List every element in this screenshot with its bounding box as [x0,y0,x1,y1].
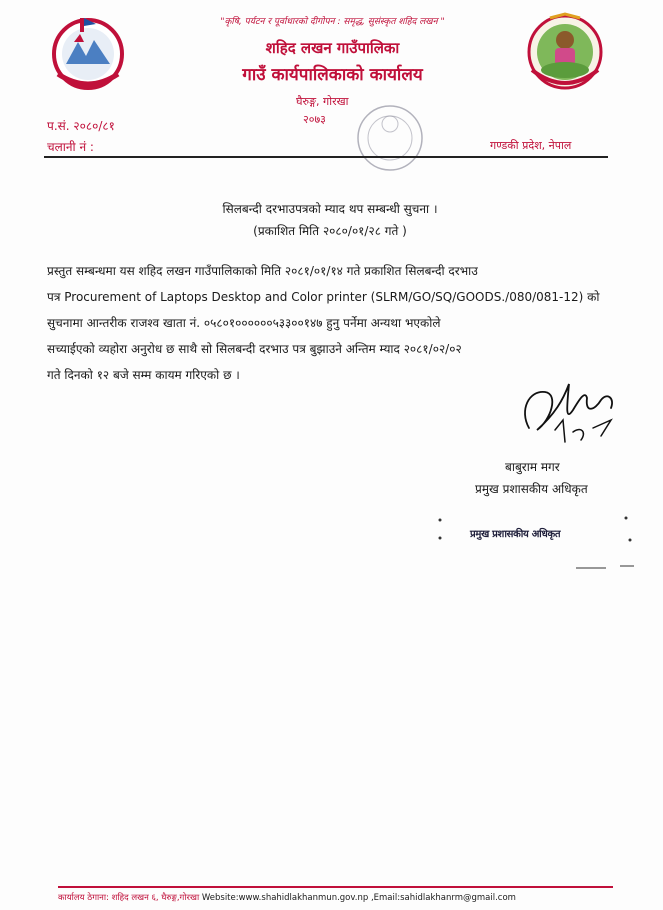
municipality-name: शहिद लखन गाउँपालिका [265,39,400,57]
footer-address: कार्यालय ठेगाना: शहिद लखन ६, घैरुङ्ग,गोरखा [58,893,200,903]
official-stamp-text: प्रमुख प्रशासकीय अधिकृत [470,529,561,540]
body-line: प्रस्तुत सम्बन्धमा यस शहिद लखन गाउँपालिकाको मिति २०८१/०१/१४ गते प्रकाशित सिलबन्दी दरभाउ [47,264,478,278]
notice-body [47,258,613,388]
motto: "कृषि, पर्यटन र पूर्वाधारको दीगोपन : समृद्ध, सुसंस्कृत शहिद लखन " [220,17,445,27]
footer-divider [58,886,613,888]
province-address: गण्डकी प्रदेश, नेपाल [490,139,572,152]
handwritten-signature [515,370,630,450]
notice-subject: सिलबन्दी दरभाउपत्रको म्याद थप सम्बन्धी सुचना । [222,202,438,216]
signatory-name: बाबुराम मगर [505,460,560,474]
reference-number: प.सं. २०८०/८१ [47,119,115,133]
municipality-emblem-icon [522,10,608,92]
body-line: सुचनामा आन्तरीक राजश्व खाता नं. ०५८०१००००००५३३००१४७ हुनु पर्नेमा अन्यथा भएकोले [47,316,441,330]
nepal-emblem-icon [44,12,132,92]
header-divider [44,156,608,158]
signatory-title: प्रमुख प्रशासकीय अधिकृत [475,482,588,496]
footer-email[interactable]: ,Email:sahidlakhanrm@gmail.com [370,893,516,903]
footer-website[interactable]: Website:www.shahidlakhanmun.gov.np [201,893,369,903]
body-line: पत्र Procurement of Laptops Desktop and Color printer (SLRM/GO/SQ/GOODS./080/081-12) को [47,290,600,304]
stamp-border-marks [436,510,636,580]
established-year: २०७३ [303,113,326,126]
footer [58,892,628,903]
office-place: घैरुङ्ग, गोरखा [296,95,349,108]
body-line: सच्याईएको व्यहोरा अनुरोध छ साथै सो सिलबन्दी दरभाउ पत्र बुझाउने अन्तिम म्याद २०८१/०२/०२ [47,342,462,356]
dispatch-number: चलानी नं : [47,140,94,154]
office-stamp [330,98,450,188]
published-date: (प्रकाशित मिति २०८०/०१/२८ गते ) [253,224,407,238]
body-line: गते दिनको १२ बजे सम्म कायम गरिएको छ । [47,368,240,382]
office-name: गाउँ कार्यपालिकाको कार्यालय [242,65,423,85]
